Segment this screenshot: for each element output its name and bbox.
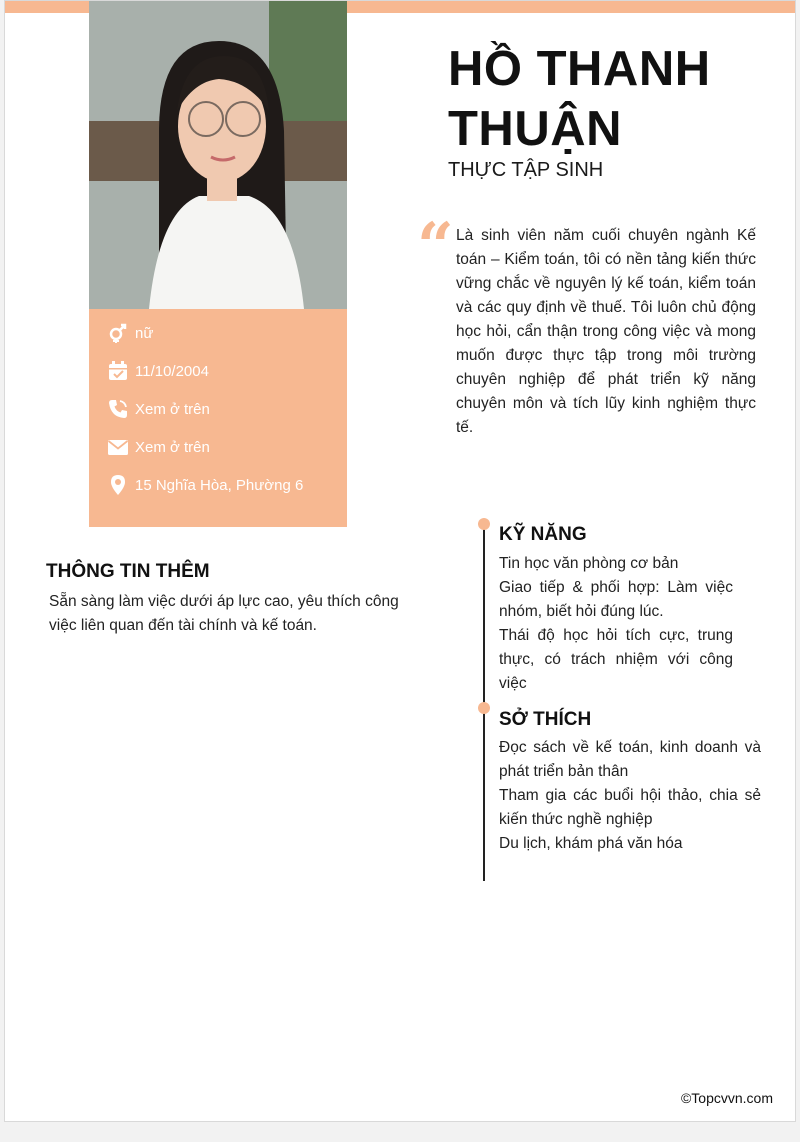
- hobbies-list: [499, 736, 761, 856]
- timeline-dot-skills: [478, 518, 490, 530]
- job-title: THỰC TẬP SINH: [448, 159, 604, 181]
- top-accent-bar-right: [347, 1, 796, 13]
- skill-item: Thái độ học hỏi tích cực, trung thực, có trách nhiệm với công việc: [499, 627, 733, 692]
- timeline-dot-hobbies: [478, 702, 490, 714]
- contact-birthday: [107, 359, 209, 383]
- phone-icon: [107, 398, 129, 420]
- contact-phone: [107, 397, 210, 421]
- contact-email: [107, 435, 210, 459]
- career-summary: Là sinh viên năm cuối chuyên ngành Kế toán – Kiểm toán, tôi có nền tảng kiến thức vững chắc về nguyên lý kế toán, kiểm toán và các quy định về thuế. Tôi luôn chủ động học hỏi, cẩn thận trong công việc và mong muốn được thực tập trong môi trường chuyên nghiệp để phát triển kỹ năng chuyên môn và tích lũy kinh nghiệm thực tế.: [456, 227, 756, 436]
- contact-gender-value: nữ: [135, 324, 154, 342]
- profile-photo: [89, 1, 347, 309]
- calendar-icon: [107, 360, 129, 382]
- contact-phone-value: Xem ở trên: [135, 400, 210, 418]
- name-line-1: HỒ THANH: [448, 42, 711, 96]
- contact-gender: [107, 321, 153, 345]
- contact-panel: [89, 309, 347, 527]
- hobbies-title: SỞ THÍCH: [499, 709, 592, 730]
- contact-birthday-value: 11/10/2004: [135, 362, 209, 380]
- contact-email-value: Xem ở trên: [135, 438, 210, 456]
- location-icon: [107, 474, 129, 496]
- skills-title: KỸ NĂNG: [499, 524, 587, 545]
- name-line-2: THUẬN: [448, 102, 622, 156]
- hobby-item: Tham gia các buổi hội thảo, chia sẻ kiến thức nghề nghiệp: [499, 787, 761, 828]
- additional-info-text: Sẵn sàng làm việc dưới áp lực cao, yêu thích công việc liên quan đến tài chính và kế toán.: [49, 593, 399, 634]
- cv-page: [4, 0, 796, 1122]
- contact-address-value: 15 Nghĩa Hòa, Phường 6: [135, 476, 304, 494]
- quote-icon: “: [417, 209, 454, 284]
- top-accent-bar-left: [5, 1, 89, 13]
- contact-address: [107, 473, 303, 497]
- skill-item: Giao tiếp & phối hợp: Làm việc nhóm, biết hỏi đúng lúc.: [499, 579, 733, 620]
- skill-item: Tin học văn phòng cơ bản: [499, 555, 679, 572]
- email-icon: [107, 436, 129, 458]
- candidate-name: [448, 39, 778, 159]
- hobby-item: Đọc sách về kế toán, kinh doanh và phát triển bản thân: [499, 739, 761, 780]
- footer-copyright: ©Topcvvn.com: [680, 1090, 773, 1106]
- additional-info-title: THÔNG TIN THÊM: [46, 561, 210, 582]
- gender-icon: [107, 322, 129, 344]
- skills-list: [499, 552, 733, 696]
- hobby-item: Du lịch, khám phá văn hóa: [499, 835, 683, 852]
